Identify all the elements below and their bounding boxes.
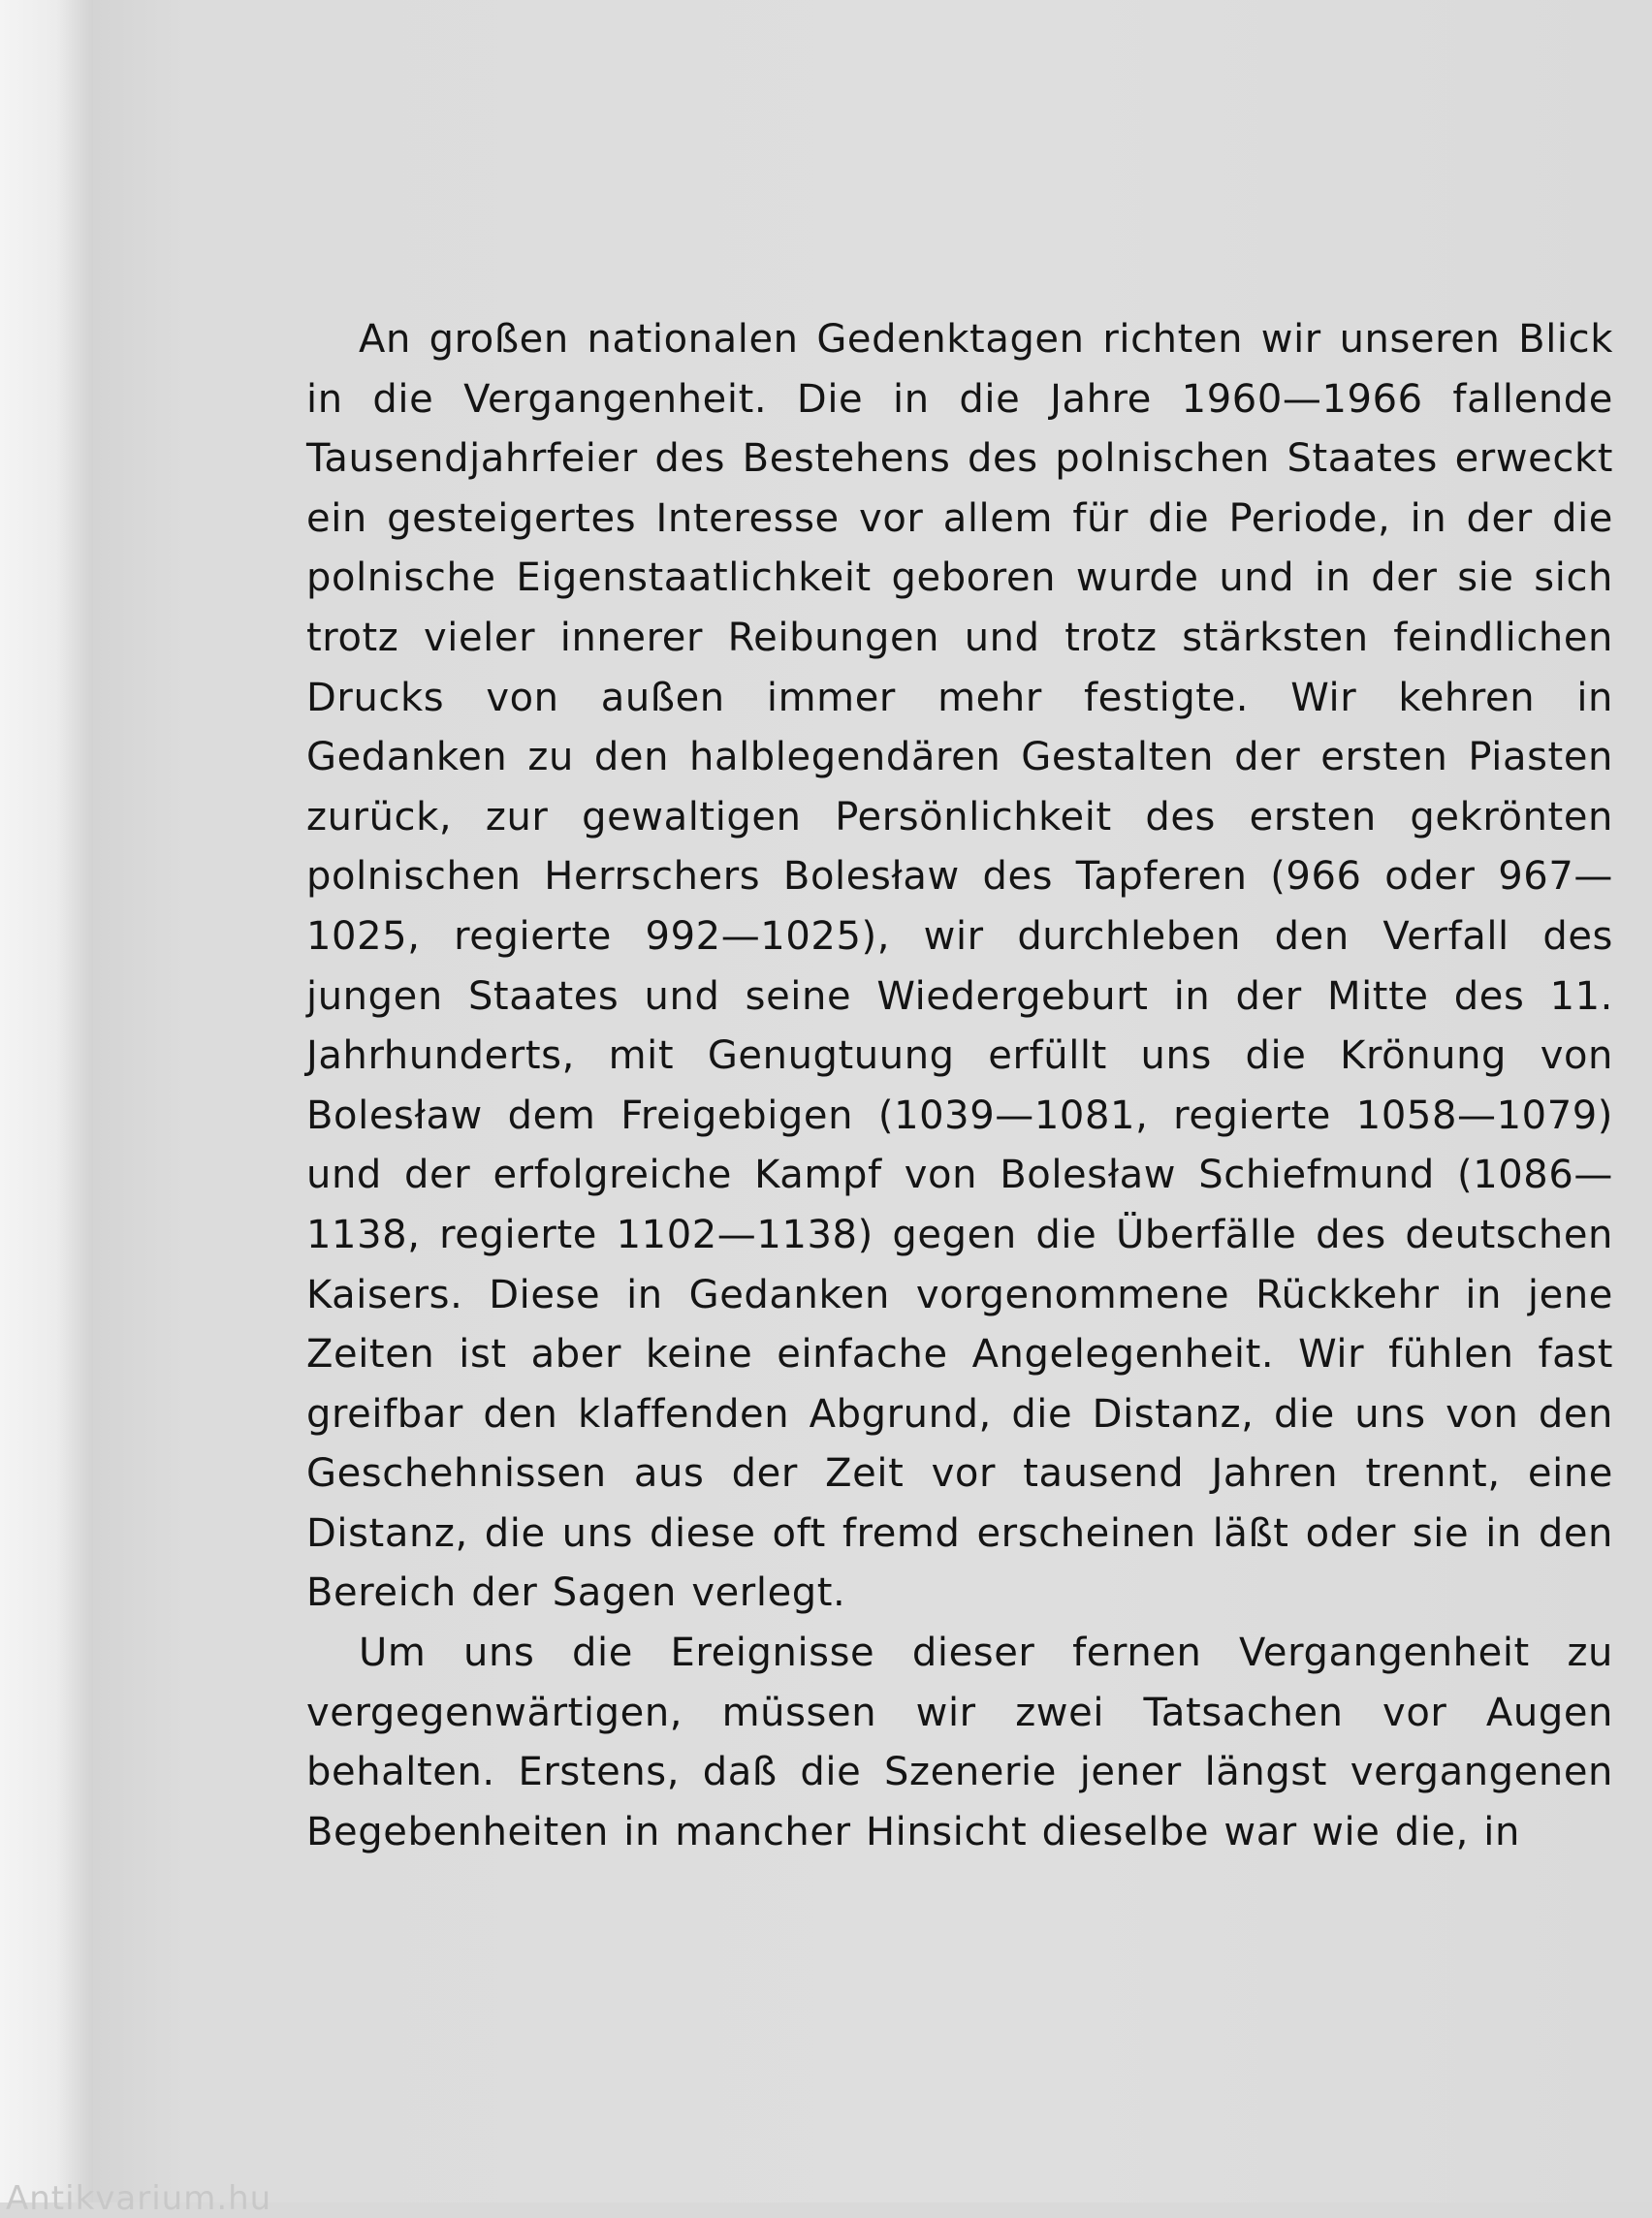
- book-page: [93, 0, 1652, 2202]
- paragraph-2: Um uns die Ereignisse dieser fernen Vergangenheit zu vergegenwärtigen, müssen wir zwei Tatsachen vor Augen behalten. Erstens, daß die Szenerie jener längst vergangenen Begebenheiten in mancher Hinsicht dieselbe war wie die, in: [306, 1631, 1613, 1854]
- paragraph-1: An großen nationalen Gedenktagen richten wir unseren Blick in die Vergangenheit. Die in die Jahre 1960—1966 fallende Tausendjahrfeier des Bestehens des polnischen Staates erweckt ein gesteigertes Interesse vor allem für die Periode, in der die polnische Eigenstaatlichkeit geboren wurde und in der sie sich trotz vieler innerer Reibungen und trotz stärksten feindlichen Drucks von außen immer mehr festigte. Wir kehren in Gedanken zu den halblegendären Gestalten der ersten Piasten zurück, zur gewaltigen Persönlichkeit des ersten gekrönten polnischen Herrschers Bolesław des Tapferen (966 oder 967—1025, regierte 992—1025), wir durchleben den Verfall des jungen Staates und seine Wiedergeburt in der Mitte des 11. Jahrhunderts, mit Genugtuung erfüllt uns die Krönung von Bolesław dem Freigebigen (1039—1081, regierte 1058—1079) und der erfolgreiche Kampf von Bolesław Schiefmund (1086—1138, regierte 1102—1138) gegen die Überfälle des deutschen Kaisers. Diese in Gedanken vorgenommene Rückkehr in jene Zeiten ist aber keine einfache Angelegenheit. Wir fühlen fast greifbar den klaffenden Abgrund, die Distanz, die uns von den Geschehnissen aus der Zeit vor tausend Jahren trennt, eine Distanz, die uns diese oft fremd erscheinen läßt oder sie in den Bereich der Sagen verlegt.: [306, 317, 1613, 1616]
- watermark: Antikvarium.hu: [6, 2179, 272, 2218]
- page-edge: [0, 0, 93, 2202]
- body-text: [306, 310, 1613, 1862]
